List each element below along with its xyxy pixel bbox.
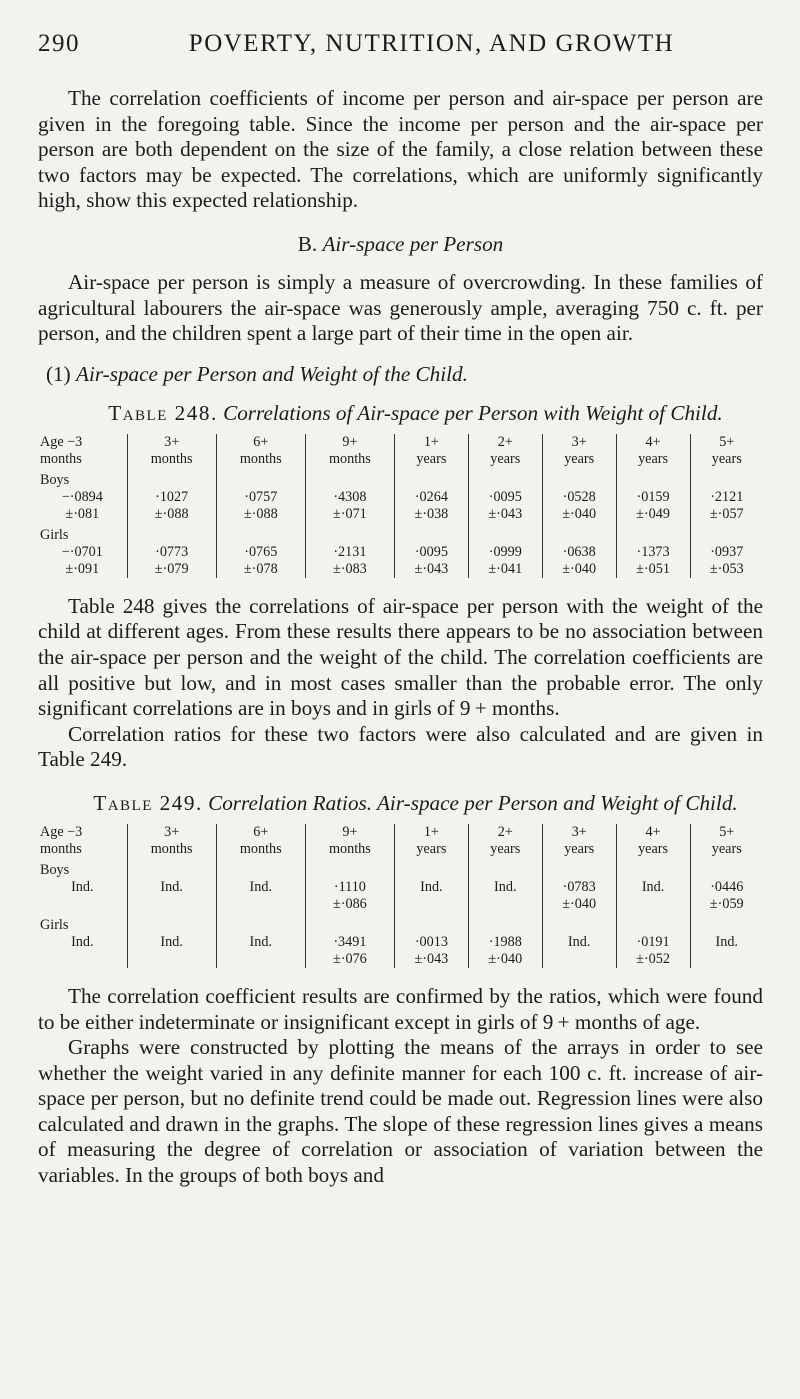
coefficient-cell: ·0783 [542,879,616,896]
column-header: months [127,451,216,468]
probable-error-cell: ±·038 [394,506,468,523]
section-heading [38,232,763,257]
coefficient-cell: ·4308 [305,489,394,506]
empty-cell [394,523,468,544]
empty-cell [468,468,542,489]
probable-error-cell [616,896,690,913]
coefficient-cell: Ind. [616,879,690,896]
empty-cell [305,913,394,934]
probable-error-row [38,561,763,578]
column-header: Age −3 [40,823,83,840]
probable-error-cell: ±·041 [468,561,542,578]
coefficient-cell: Ind. [394,879,468,896]
paragraph-graphs-regression: Graphs were constructed by plotting the means of the arrays in order to see whether the weight varied in any definite manner for each 100 c. ft. increase of air-space per person, but no definite trend could be made out. Regression lines were also calculated and drawn in the graphs. The slope of these regression lines gives a means of measuring the degree of correlation or association of variation between the variables. In the groups of both boys and [38,1035,763,1188]
column-header: years [394,451,468,468]
table-248 [38,434,763,578]
probable-error-cell: ±·057 [690,506,763,523]
empty-cell [690,913,763,934]
coefficient-cell: ·0765 [216,544,305,561]
coefficient-cell: Ind. [468,879,542,896]
empty-cell [468,523,542,544]
coefficient-cell: ·1988 [468,934,542,951]
column-header: months [305,451,394,468]
empty-cell [305,523,394,544]
probable-error-cell: ±·040 [542,896,616,913]
paragraph-correlation-ratios: Correlation ratios for these two factors were also calculated and are given in Table 249. [38,721,763,772]
coefficient-cell: ·1110 [305,879,394,896]
probable-error-cell [127,896,216,913]
section-letter: B. [297,231,318,256]
group-label-row [38,913,763,934]
coefficient-cell: −·0894 [61,488,103,505]
empty-cell [690,858,763,879]
group-label: Girls [40,526,69,543]
empty-cell [127,523,216,544]
probable-error-row [38,506,763,523]
column-header: 4+ [616,824,690,841]
coefficient-cell: ·0013 [394,934,468,951]
probable-error-cell: ±·078 [216,561,305,578]
group-label-row [38,523,763,544]
empty-cell [542,468,616,489]
column-header: 2+ [468,824,542,841]
empty-cell [542,858,616,879]
paragraph-income-airspace: The correlation coefficients of income per person and air-space per person are given in the foregoing table. Since the income per person and the air-space per person are both dependent on the size of the family, a close relation between these two factors may be expected. The correlations, which are uniformly significantly high, show this expected relationship. [38,86,763,213]
table-249-label: Table 249. [93,790,203,815]
page-number: 290 [38,30,80,57]
probable-error-cell: ±·059 [690,896,763,913]
group-label-row [38,858,763,879]
column-header: 6+ [216,824,305,841]
header-row [38,451,763,468]
header-row [38,434,763,451]
coefficient-cell: ·0999 [468,544,542,561]
column-header: 1+ [394,824,468,841]
coefficient-row [38,934,763,951]
column-header: years [542,451,616,468]
column-header: 5+ [690,824,763,841]
probable-error-cell: ±·083 [305,561,394,578]
probable-error-cell: ±·049 [616,506,690,523]
column-header: years [690,841,763,858]
book-page [38,30,763,1189]
probable-error-cell: ±·088 [127,506,216,523]
empty-cell [127,858,216,879]
probable-error-cell: ±·040 [468,951,542,968]
column-header: years [616,841,690,858]
empty-cell [216,858,305,879]
coefficient-cell: Ind. [216,879,305,896]
empty-cell [394,858,468,879]
column-header: 1+ [394,434,468,451]
coefficient-cell: ·0446 [690,879,763,896]
probable-error-cell: ±·088 [216,506,305,523]
probable-error-cell: ±·043 [468,506,542,523]
probable-error-cell: ±·040 [542,561,616,578]
empty-cell [468,858,542,879]
column-header: 3+ [127,434,216,451]
coefficient-cell: ·0264 [394,489,468,506]
column-header: Age −3 [40,433,83,450]
empty-cell [542,913,616,934]
column-header: years [394,841,468,858]
group-label: Girls [40,916,69,933]
coefficient-cell: ·0773 [127,544,216,561]
column-header: 5+ [690,434,763,451]
section-title: Air-space per Person [322,231,504,256]
coefficient-cell: −·0701 [61,543,103,560]
coefficient-row [38,489,763,506]
probable-error-cell [690,951,763,968]
empty-cell [305,468,394,489]
column-header: 3+ [542,824,616,841]
subsection-number: (1) [46,361,71,386]
probable-error-cell [38,896,127,913]
running-header [38,30,763,64]
coefficient-cell: ·0191 [616,934,690,951]
subsection-title: Air-space per Person and Weight of the Child. [76,361,468,386]
running-title: POVERTY, NUTRITION, AND GROWTH [188,30,675,57]
coefficient-cell: Ind. [690,934,763,951]
probable-error-cell [468,896,542,913]
table-249-caption [68,791,763,816]
probable-error-cell: ±·040 [542,506,616,523]
probable-error-cell: ±·043 [394,561,468,578]
probable-error-cell [394,896,468,913]
probable-error-cell: ±·076 [305,951,394,968]
header-row [38,824,763,841]
paragraph-airspace-overcrowding: Air-space per person is simply a measure of overcrowding. In these families of agricultural labourers the air-space was generously ample, averaging 750 c. ft. per person, and the children spent a large part of their time in the open air. [38,269,763,346]
table-249-title: Correlation Ratios. Air-space per Person and Weight of Child. [208,790,738,815]
probable-error-cell: ±·051 [616,561,690,578]
coefficient-cell: ·0757 [216,489,305,506]
coefficient-cell: ·2121 [690,489,763,506]
empty-cell [616,523,690,544]
coefficient-cell: Ind. [216,934,305,951]
column-header: months [127,841,216,858]
coefficient-row [38,544,763,561]
column-header: years [616,451,690,468]
group-label: Boys [40,471,70,488]
probable-error-cell [38,951,127,968]
group-label-row [38,468,763,489]
empty-cell [468,913,542,934]
probable-error-cell: ±·053 [690,561,763,578]
probable-error-cell [127,951,216,968]
empty-cell [305,858,394,879]
column-header: 9+ [305,434,394,451]
probable-error-cell: ±·091 [65,560,100,577]
coefficient-cell: ·1373 [616,544,690,561]
empty-cell [690,468,763,489]
empty-cell [394,913,468,934]
empty-cell [127,468,216,489]
probable-error-cell: ±·043 [394,951,468,968]
coefficient-cell: Ind. [127,934,216,951]
coefficient-row [38,879,763,896]
coefficient-cell: Ind. [71,878,94,895]
empty-cell [394,468,468,489]
column-header: years [690,451,763,468]
empty-cell [216,468,305,489]
table-249 [38,824,763,968]
empty-cell [127,913,216,934]
coefficient-cell: ·0528 [542,489,616,506]
column-header: 4+ [616,434,690,451]
empty-cell [542,523,616,544]
coefficient-cell: ·1027 [127,489,216,506]
empty-cell [616,858,690,879]
probable-error-cell [542,951,616,968]
probable-error-row [38,951,763,968]
table-248-caption [68,401,763,426]
empty-cell [616,913,690,934]
coefficient-cell: ·3491 [305,934,394,951]
probable-error-cell: ±·081 [65,505,100,522]
subsection-heading [38,362,763,387]
column-header: months [216,451,305,468]
column-header: months [305,841,394,858]
table-248-label: Table 248. [108,400,218,425]
column-header: years [542,841,616,858]
coefficient-cell: ·0937 [690,544,763,561]
paragraph-table-248-discussion: Table 248 gives the correlations of air-space per person with the weight of the child at different ages. From these results there appears to be no association between the air-space per person and the weight of the child. The correlation coefficients are all positive but low, and in most cases smaller than the probable error. The only significant correlations are in boys and in girls of 9 + months. [38,593,763,721]
coefficient-cell: ·0095 [394,544,468,561]
header-row [38,841,763,858]
column-header: 6+ [216,434,305,451]
column-header: months [40,450,82,467]
probable-error-cell: ±·052 [616,951,690,968]
column-header: months [40,840,82,857]
probable-error-cell [216,896,305,913]
probable-error-cell: ±·071 [305,506,394,523]
coefficient-cell: ·0095 [468,489,542,506]
column-header: 9+ [305,824,394,841]
probable-error-row [38,896,763,913]
probable-error-cell [216,951,305,968]
coefficient-cell: Ind. [71,933,94,950]
column-header: months [216,841,305,858]
table-248-title: Correlations of Air-space per Person with Weight of Child. [223,400,723,425]
column-header: 3+ [542,434,616,451]
column-header: years [468,841,542,858]
empty-cell [216,913,305,934]
empty-cell [690,523,763,544]
column-header: years [468,451,542,468]
empty-cell [216,523,305,544]
coefficient-cell: ·0638 [542,544,616,561]
paragraph-ratios-confirmation: The correlation coefficient results are confirmed by the ratios, which were found to be either indeterminate or insignificant except in girls of 9 + months of age. [38,983,763,1034]
coefficient-cell: Ind. [542,934,616,951]
coefficient-cell: Ind. [127,879,216,896]
probable-error-cell: ±·086 [305,896,394,913]
coefficient-cell: ·0159 [616,489,690,506]
coefficient-cell: ·2131 [305,544,394,561]
group-label: Boys [40,861,70,878]
column-header: 3+ [127,824,216,841]
probable-error-cell: ±·079 [127,561,216,578]
empty-cell [616,468,690,489]
column-header: 2+ [468,434,542,451]
